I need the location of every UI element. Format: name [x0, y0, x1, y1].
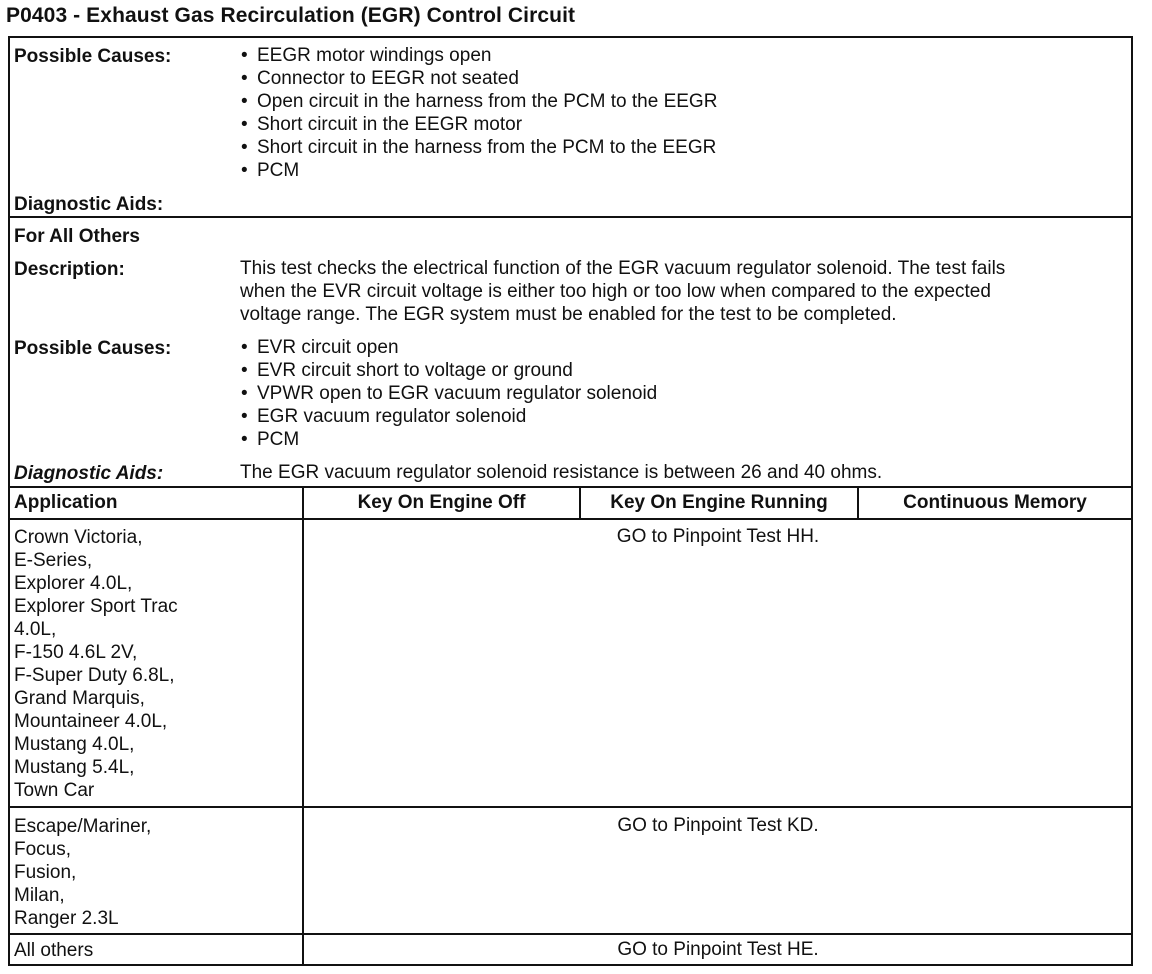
table-header-border — [8, 518, 1133, 520]
page-title: P0403 - Exhaust Gas Recirculation (EGR) Control Circuit — [6, 4, 576, 27]
application-item: Escape/Mariner, — [14, 816, 152, 837]
table-top-border — [8, 486, 1133, 488]
table-row-result: GO to Pinpoint Test KD. — [617, 815, 819, 836]
table-row-border — [8, 806, 1133, 808]
column-header-koeo: Key On Engine Off — [357, 492, 526, 513]
application-item: Explorer 4.0L, — [14, 573, 133, 594]
column-header-application: Application — [14, 492, 118, 513]
table-row-applications — [14, 526, 178, 802]
possible-causes-label-2: Possible Causes: — [14, 338, 172, 359]
application-item: Mustang 5.4L, — [14, 757, 135, 778]
diagnostic-aids-label-1: Diagnostic Aids: — [14, 194, 164, 215]
list-item: • EVR circuit short to voltage or ground — [240, 359, 657, 382]
list-item: • EGR vacuum regulator solenoid — [240, 405, 657, 428]
list-item: • PCM — [240, 159, 717, 182]
table-row-result: GO to Pinpoint Test HH. — [616, 526, 820, 547]
list-item: • EEGR motor windings open — [240, 44, 717, 67]
diagnostic-aids-text: The EGR vacuum regulator solenoid resistance is between 26 and 40 ohms. — [240, 462, 883, 483]
application-item: E-Series, — [14, 550, 93, 571]
table-row-applications — [14, 939, 93, 962]
column-divider — [302, 486, 304, 966]
list-item: • VPWR open to EGR vacuum regulator solenoid — [240, 382, 657, 405]
column-header-koer: Key On Engine Running — [610, 492, 828, 513]
description-line: This test checks the electrical function of the EGR vacuum regulator solenoid. The test fails — [240, 258, 1006, 279]
possible-causes-list-2 — [240, 336, 657, 451]
application-item: Fusion, — [14, 862, 77, 883]
list-item: • Short circuit in the EEGR motor — [240, 113, 717, 136]
application-item: Ranger 2.3L — [14, 908, 119, 929]
application-item: Crown Victoria, — [14, 527, 143, 548]
section-heading-all-others: For All Others — [14, 226, 140, 247]
application-item: All others — [14, 940, 94, 961]
column-header-continuous-memory: Continuous Memory — [903, 492, 1087, 513]
possible-causes-list-1 — [240, 44, 717, 182]
table-row-border — [8, 933, 1133, 935]
possible-causes-label-1: Possible Causes: — [14, 46, 172, 67]
application-item: Mountaineer 4.0L, — [14, 711, 168, 732]
section-divider — [8, 216, 1133, 218]
application-item: F-Super Duty 6.8L, — [14, 665, 175, 686]
list-item: • EVR circuit open — [240, 336, 657, 359]
application-item: Mustang 4.0L, — [14, 734, 135, 755]
list-item: • PCM — [240, 428, 657, 451]
application-item: Grand Marquis, — [14, 688, 145, 709]
application-item: Focus, — [14, 839, 72, 860]
list-item: • Short circuit in the harness from the PCM to the EEGR — [240, 136, 717, 159]
table-row-applications — [14, 815, 151, 930]
application-item: 4.0L, — [14, 619, 57, 640]
description-line: voltage range. The EGR system must be enabled for the test to be completed. — [240, 304, 897, 325]
application-item: F-150 4.6L 2V, — [14, 642, 138, 663]
description-line: when the EVR circuit voltage is either too high or too low when compared to the expected — [240, 281, 991, 302]
list-item: • Connector to EEGR not seated — [240, 67, 717, 90]
application-item: Milan, — [14, 885, 65, 906]
list-item: • Open circuit in the harness from the PCM to the EEGR — [240, 90, 717, 113]
description-text — [240, 257, 1005, 326]
application-item: Explorer Sport Trac — [14, 596, 178, 617]
application-item: Town Car — [14, 780, 95, 801]
diagnostic-aids-label-2: Diagnostic Aids: — [14, 463, 164, 484]
description-label: Description: — [14, 259, 125, 280]
table-row-result: GO to Pinpoint Test HE. — [617, 939, 819, 960]
